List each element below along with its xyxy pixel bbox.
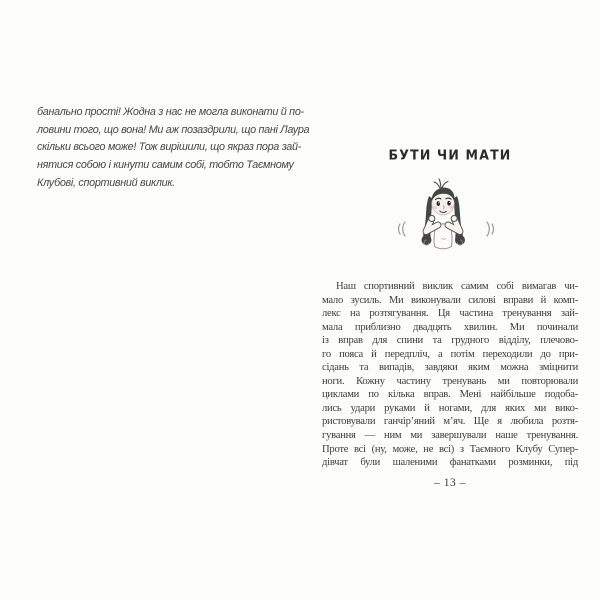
text-line: го пояса й передпліч, а потім переходили до при- [322,348,578,360]
text-line: ноги. Кожну частину тренувань ми повторювали [322,375,578,387]
text-line: із вправ для спини та грудного відділу, плечово- [322,335,578,347]
girl-flexing-svg [396,176,496,261]
text-line: мало зусиль. Ми виконували силові вправи й комп- [322,294,578,306]
motion-lines-right [487,222,494,236]
right-page-paragraph [322,280,578,470]
girl-flexing-illustration [396,176,496,261]
text-line: лись удари руками й ногами, для яких ми вико- [322,402,578,414]
text-line: ловини того, що вона! Ми аж позаздрили, що пані Лаура [37,123,310,136]
torso [434,212,452,249]
hair-sprig [434,179,448,188]
text-line: гування — ним ми завершували наше тренування. [322,430,578,442]
text-line: ристовували ганчір’яний м’яч. Ще я любила розтя- [322,416,578,428]
text-line: нятися собою і кинути самим собі, тобто Таємному [37,159,294,172]
text-line: сідань та випадів, завдяки яким можна зміцнити [322,362,578,374]
text-line: мала приблизно двадцять хвилин. Ми починали [322,321,578,333]
text-line: Наш спортивний виклик самим собі вимагав чи- [336,281,578,292]
text-line: скільки всього може! Тож вирішили, що якраз пора зай- [37,141,301,154]
text-line: Клубові, спортивний виклик. [37,176,175,189]
head [432,179,455,215]
text-line: лекс на розтягування. Ця частина тренування зай- [322,308,578,320]
text-line: банально прості! Жодна з нас не могла виконати й по- [37,106,304,118]
text-line: Проте всі (ну, може, не всі) з Таємного Клубу Супер- [322,443,578,455]
text-line: циклами по кілька вправ. Мені найбільше подоба- [322,389,578,401]
motion-lines-left [399,222,406,236]
page-number: – 13 – [434,477,466,489]
text-line: дівчат були шаленими фанатками розминки, під [322,457,578,469]
left-page-paragraph [37,104,310,193]
chapter-title: БУТИ ЧИ МАТИ [388,146,512,163]
